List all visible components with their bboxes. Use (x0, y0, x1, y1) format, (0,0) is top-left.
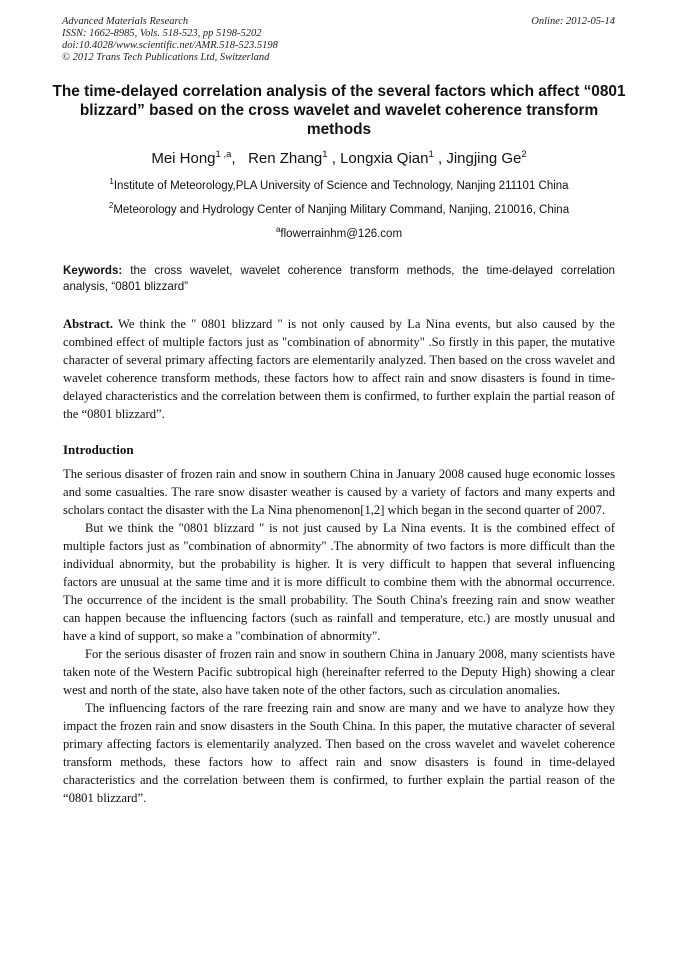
journal-name: Advanced Materials Research (62, 16, 189, 27)
paragraph: The serious disaster of frozen rain and snow in southern China in January 2008 caused huge economic losses and some casualties. The rare snow disaster weather is caused by a variety of factors and many experts and scholars contact the disaster with the La Nina phenomenon[1,2] which began in the second quarter of 2007. (63, 467, 615, 517)
keywords-block (63, 263, 615, 295)
email-address[interactable]: flowerrainhm@126.com (280, 227, 403, 240)
keywords-text: the cross wavelet, wavelet coherence transform methods, the time-delayed correlation analysis, “0801 blizzard” (63, 264, 615, 293)
paragraph: For the serious disaster of frozen rain and snow in southern China in January 2008, many scientists have taken note of the Western Pacific subtropical high (hereinafter referred to the Deputy High) showing a clear west and north of the state, also have taken note of the other factors, such as circulation anomalies. (63, 647, 615, 697)
author-name: Longxia Qian (340, 150, 429, 167)
keywords-label: Keywords: (63, 264, 123, 277)
author-affil-mark: 1 ,a (215, 149, 232, 160)
copyright-line: © 2012 Trans Tech Publications Ltd, Switzerland (62, 52, 270, 63)
affiliation-1 (0, 175, 678, 193)
author-affil-mark: 2 (521, 149, 527, 160)
abstract-label: Abstract. (63, 317, 114, 331)
author-sep: , (231, 150, 249, 167)
affil-text: Meteorology and Hydrology Center of Nanjing Military Command, Nanjing, 210016, China (113, 203, 570, 216)
abstract-text: We think the " 0801 blizzard " is not only caused by La Nina events, but also caused by the combined effect of multiple factors just as "combination of abnormity" .So firstly in this paper, the mutative character of several primary affecting factors are elementarily analyzed. Then based on the cross wavelet and wavelet coherence transform methods, these factors how to affect rain and snow disasters is found in time-delayed characteristics and the correlation between them is confirmed, to further explain the partial reason of the “0801 blizzard”. (63, 317, 615, 421)
paragraph: The influencing factors of the rare freezing rain and snow are many and we have to analyze how they impact the frozen rain and snow disasters in the South China. In this paper, the mutative character of several primary affecting factors is elementarily analyzed. Then based on the cross wavelet and wavelet coherence transform methods, these factors how to affect rain and snow disasters is found in time-delayed characteristics and the correlation between them is confirmed, to further explain the partial reason of the “0801 blizzard”. (63, 701, 615, 805)
author-list (0, 145, 678, 169)
author-name: Jingjing Ge (446, 150, 522, 167)
affil-text: Institute of Meteorology,PLA University of Science and Technology, Nanjing 211101 China (113, 179, 569, 192)
affiliation-email (0, 223, 678, 241)
paper-title: The time-delayed correlation analysis of the several factors which affect “0801 blizzard” based on the cross wavelet and wavelet coherence transform methods (52, 83, 626, 138)
online-date: Online: 2012-05-14 (531, 16, 615, 27)
journal-header (62, 16, 278, 64)
affil-mark: 2 (108, 201, 114, 210)
introduction-body (63, 465, 615, 807)
author-sep: , (433, 150, 447, 167)
section-heading-introduction: Introduction (63, 442, 134, 457)
paragraph: But we think the "0801 blizzard " is not just caused by La Nina events. It is the combined effect of multiple factors just as "combination of abnormity" .The abnormity of two factors is more difficult than the individual abnormity, but the probability is higher. It is very difficult to happen that several influencing factors are unusual at the same time and it is more difficult to combine them with the abnormal occurrence. The occurrence of the incident is the small probability. The South China's freezing rain and snow weather can happen because the influencing factors (such as rainfall and temperature, etc.) are mostly unusual and have a kind of support, so make a "combination of abnormity". (63, 521, 615, 643)
abstract-block (63, 315, 615, 423)
affil-mark: 1 (109, 177, 114, 186)
author-sep: , (327, 150, 341, 167)
author-name: Ren Zhang (248, 150, 323, 167)
doi-line: doi:10.4028/www.scientific.net/AMR.518-523.5198 (62, 40, 278, 51)
author-affil-mark: 1 (322, 149, 328, 160)
author-name: Mei Hong (151, 150, 216, 167)
affiliation-2 (0, 199, 678, 217)
author-affil-mark: 1 (428, 149, 434, 160)
issn-line: ISSN: 1662-8985, Vols. 518-523, pp 5198-5202 (62, 28, 262, 39)
affil-mark: a (275, 225, 281, 234)
